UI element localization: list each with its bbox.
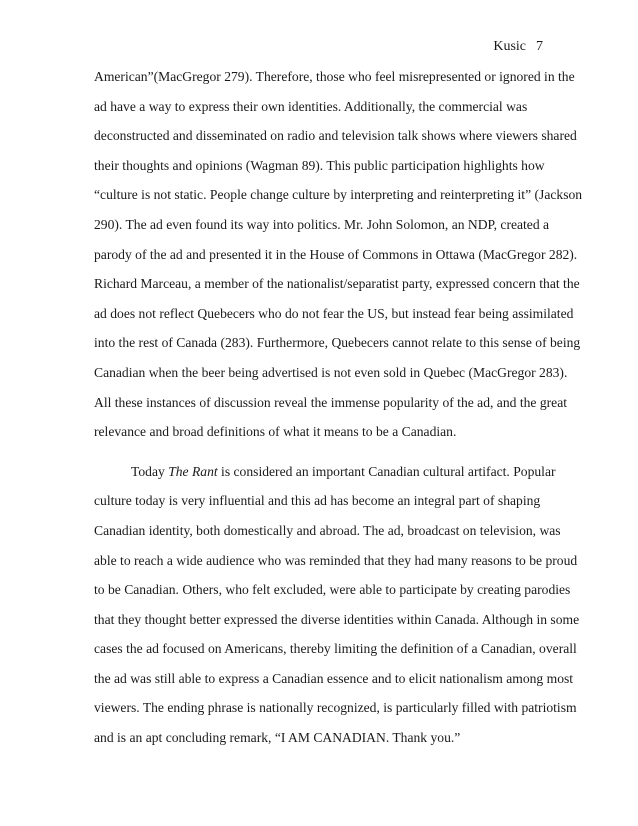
ad-title-italic: The Rant <box>168 463 218 479</box>
paragraph-line <box>94 463 556 493</box>
paragraph-line: and is an apt concluding remark, “I AM CANADIAN. Thank you.” <box>94 730 461 746</box>
paragraph-line: Canadian when the beer being advertised is not even sold in Quebec (MacGregor 283). <box>94 364 568 380</box>
paragraph-2-lead: Today <box>131 463 169 479</box>
paragraph-line: into the rest of Canada (283). Furthermore, Quebecers cannot relate to this sense of being <box>94 335 581 351</box>
paragraph-line: “culture is not static. People change culture by interpreting and reinterpreting it” (Jackson <box>94 187 583 203</box>
paragraph-2-lead-rest: is considered an important Canadian cultural artifact. Popular <box>217 463 556 479</box>
header-author: Kusic <box>493 39 526 54</box>
paragraph-line: 290). The ad even found its way into politics. Mr. John Solomon, an NDP, created a <box>94 216 550 232</box>
paragraph-line: viewers. The ending phrase is nationally recognized, is particularly filled with patriotism <box>94 700 577 716</box>
paragraph-2 <box>94 463 580 759</box>
paragraph-1 <box>94 68 583 453</box>
paragraph-line: relevance and broad definitions of what it means to be a Canadian. <box>94 424 457 440</box>
paragraph-line: able to reach a wide audience who was reminded that they had many reasons to be proud <box>94 552 578 568</box>
paragraph-line: American”(MacGregor 279). Therefore, those who feel misrepresented or ignored in the <box>94 69 575 84</box>
paragraph-line: All these instances of discussion reveal the immense popularity of the ad, and the great <box>94 394 568 410</box>
paragraph-2-body <box>94 492 580 758</box>
paragraph-line: parody of the ad and presented it in the House of Commons in Ottawa (MacGregor 282). <box>94 246 578 262</box>
body-text <box>94 68 583 759</box>
paragraph-line: their thoughts and opinions (Wagman 89). This public participation highlights how <box>94 157 545 173</box>
paragraph-line: Canadian identity, both domestically and abroad. The ad, broadcast on television, was <box>94 522 561 538</box>
paragraph-line: Richard Marceau, a member of the nationalist/separatist party, expressed concern that the <box>94 276 580 292</box>
paragraph-line: culture today is very influential and this ad has become an integral part of shaping <box>94 493 541 509</box>
paragraph-line: the ad was still able to express a Canadian essence and to elicit nationalism among most <box>94 670 574 686</box>
page-number: 7 <box>536 39 543 54</box>
paragraph-line: that they thought better expressed the diverse identities within Canada. Although in some <box>94 611 580 627</box>
paragraph-line: ad does not reflect Quebecers who do not fear the US, but instead fear being assimilated <box>94 305 574 321</box>
paragraph-line: cases the ad focused on Americans, thereby limiting the definition of a Canadian, overall <box>94 641 577 657</box>
paragraph-line: ad have a way to express their own identities. Additionally, the commercial was <box>94 98 528 114</box>
paragraph-line: deconstructed and disseminated on radio and television talk shows where viewers shared <box>94 128 577 144</box>
paragraph-line: to be Canadian. Others, who felt excluded, were able to participate by creating parodies <box>94 582 571 598</box>
running-header <box>493 38 543 56</box>
paragraph-gap <box>94 453 546 463</box>
